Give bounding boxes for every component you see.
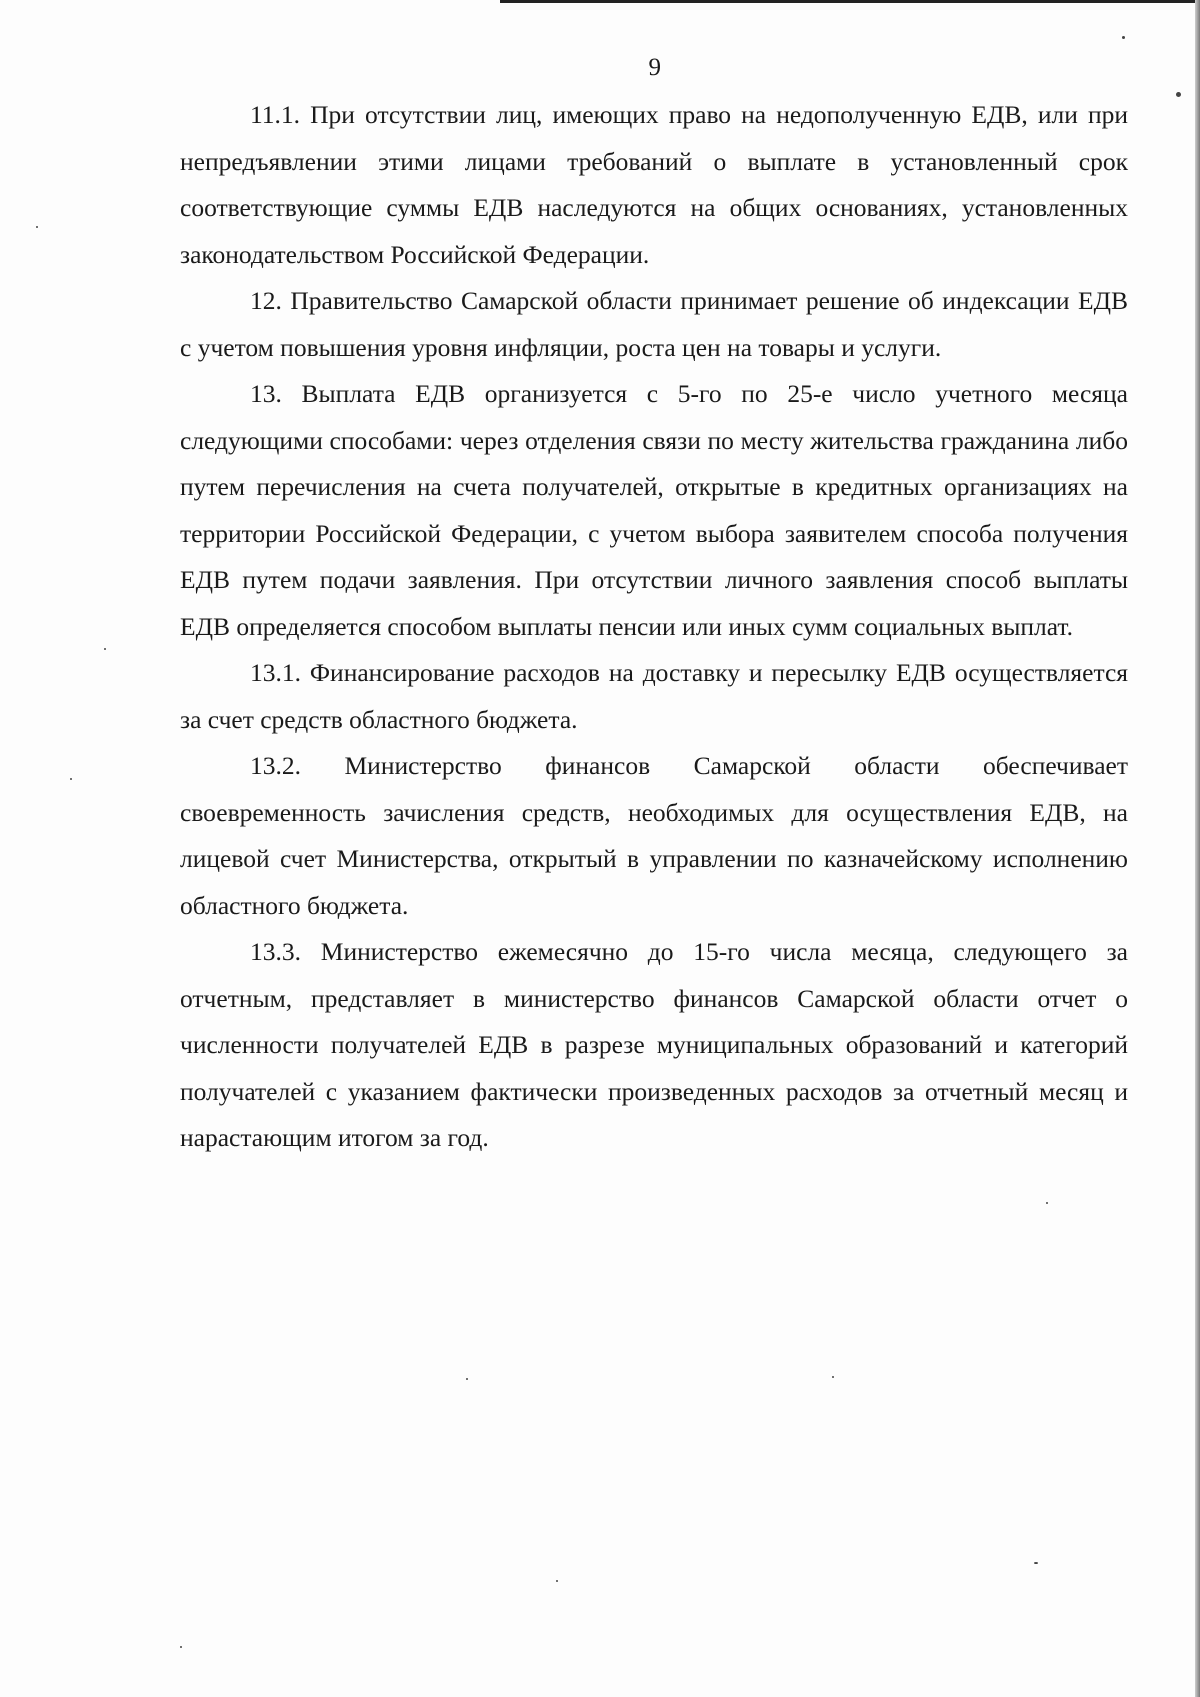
paragraph-11-1: 11.1. При отсутствии лиц, имеющих право на недополученную ЕДВ, или при непредъявлении этими лицами требований о выплате в установленный срок соответствующие суммы ЕДВ наследуются на общих основаниях, установленных законодательством Российской Федерации.: [180, 100, 1128, 269]
scan-speck: [1176, 92, 1181, 97]
scan-speck: [1122, 36, 1125, 39]
paragraph-12: 12. Правительство Самарской области принимает решение об индексации ЕДВ с учетом повышения уровня инфляции, роста цен на товары и услуги.: [180, 286, 1128, 362]
scan-speck: [104, 648, 106, 650]
paragraph-13-1: 13.1. Финансирование расходов на доставку и пересылку ЕДВ осуществляется за счет средств областного бюджета.: [180, 658, 1128, 734]
paragraph-13-2: 13.2. Министерство финансов Самарской области обеспечивает своевременность зачисления средств, необходимых для осуществления ЕДВ, на лицевой счет Министерства, открытый в управлении по казначейскому исполнению областного бюджета.: [180, 751, 1128, 920]
scan-speck: [832, 1376, 834, 1378]
top-edge-line: [500, 0, 1200, 3]
scan-speck: [1034, 1562, 1038, 1564]
scan-right-edge: [1195, 0, 1200, 1697]
scan-speck: [1046, 1202, 1048, 1204]
paragraph-13-3: 13.3. Министерство ежемесячно до 15-го числа месяца, следующего за отчетным, представляет в министерство финансов Самарской области отчет о численности получателей ЕДВ в разрезе муниципальных образований и категорий получателей с указанием фактически произведенных расходов за отчетный месяц и нарастающим итогом за год.: [180, 937, 1128, 1152]
scan-speck: [70, 778, 72, 780]
scan-speck: [556, 1580, 558, 1582]
scan-speck: [180, 1646, 182, 1648]
paragraph-13: 13. Выплата ЕДВ организуется с 5-го по 25-е число учетного месяца следующими способами: через отделения связи по месту жительства гражданина либо путем перечисления на счета получателей, открытые в кредитных организациях на территории Российской Федерации, с учетом выбора заявителем способа получения ЕДВ путем подачи заявления. При отсутствии личного заявления способ выплаты ЕДВ определяется способом выплаты пенсии или иных сумм социальных выплат.: [180, 379, 1128, 641]
scan-speck: [466, 1378, 468, 1380]
body-text: [180, 92, 1128, 1162]
page-number: 9: [648, 54, 662, 81]
scan-speck: [36, 226, 38, 228]
